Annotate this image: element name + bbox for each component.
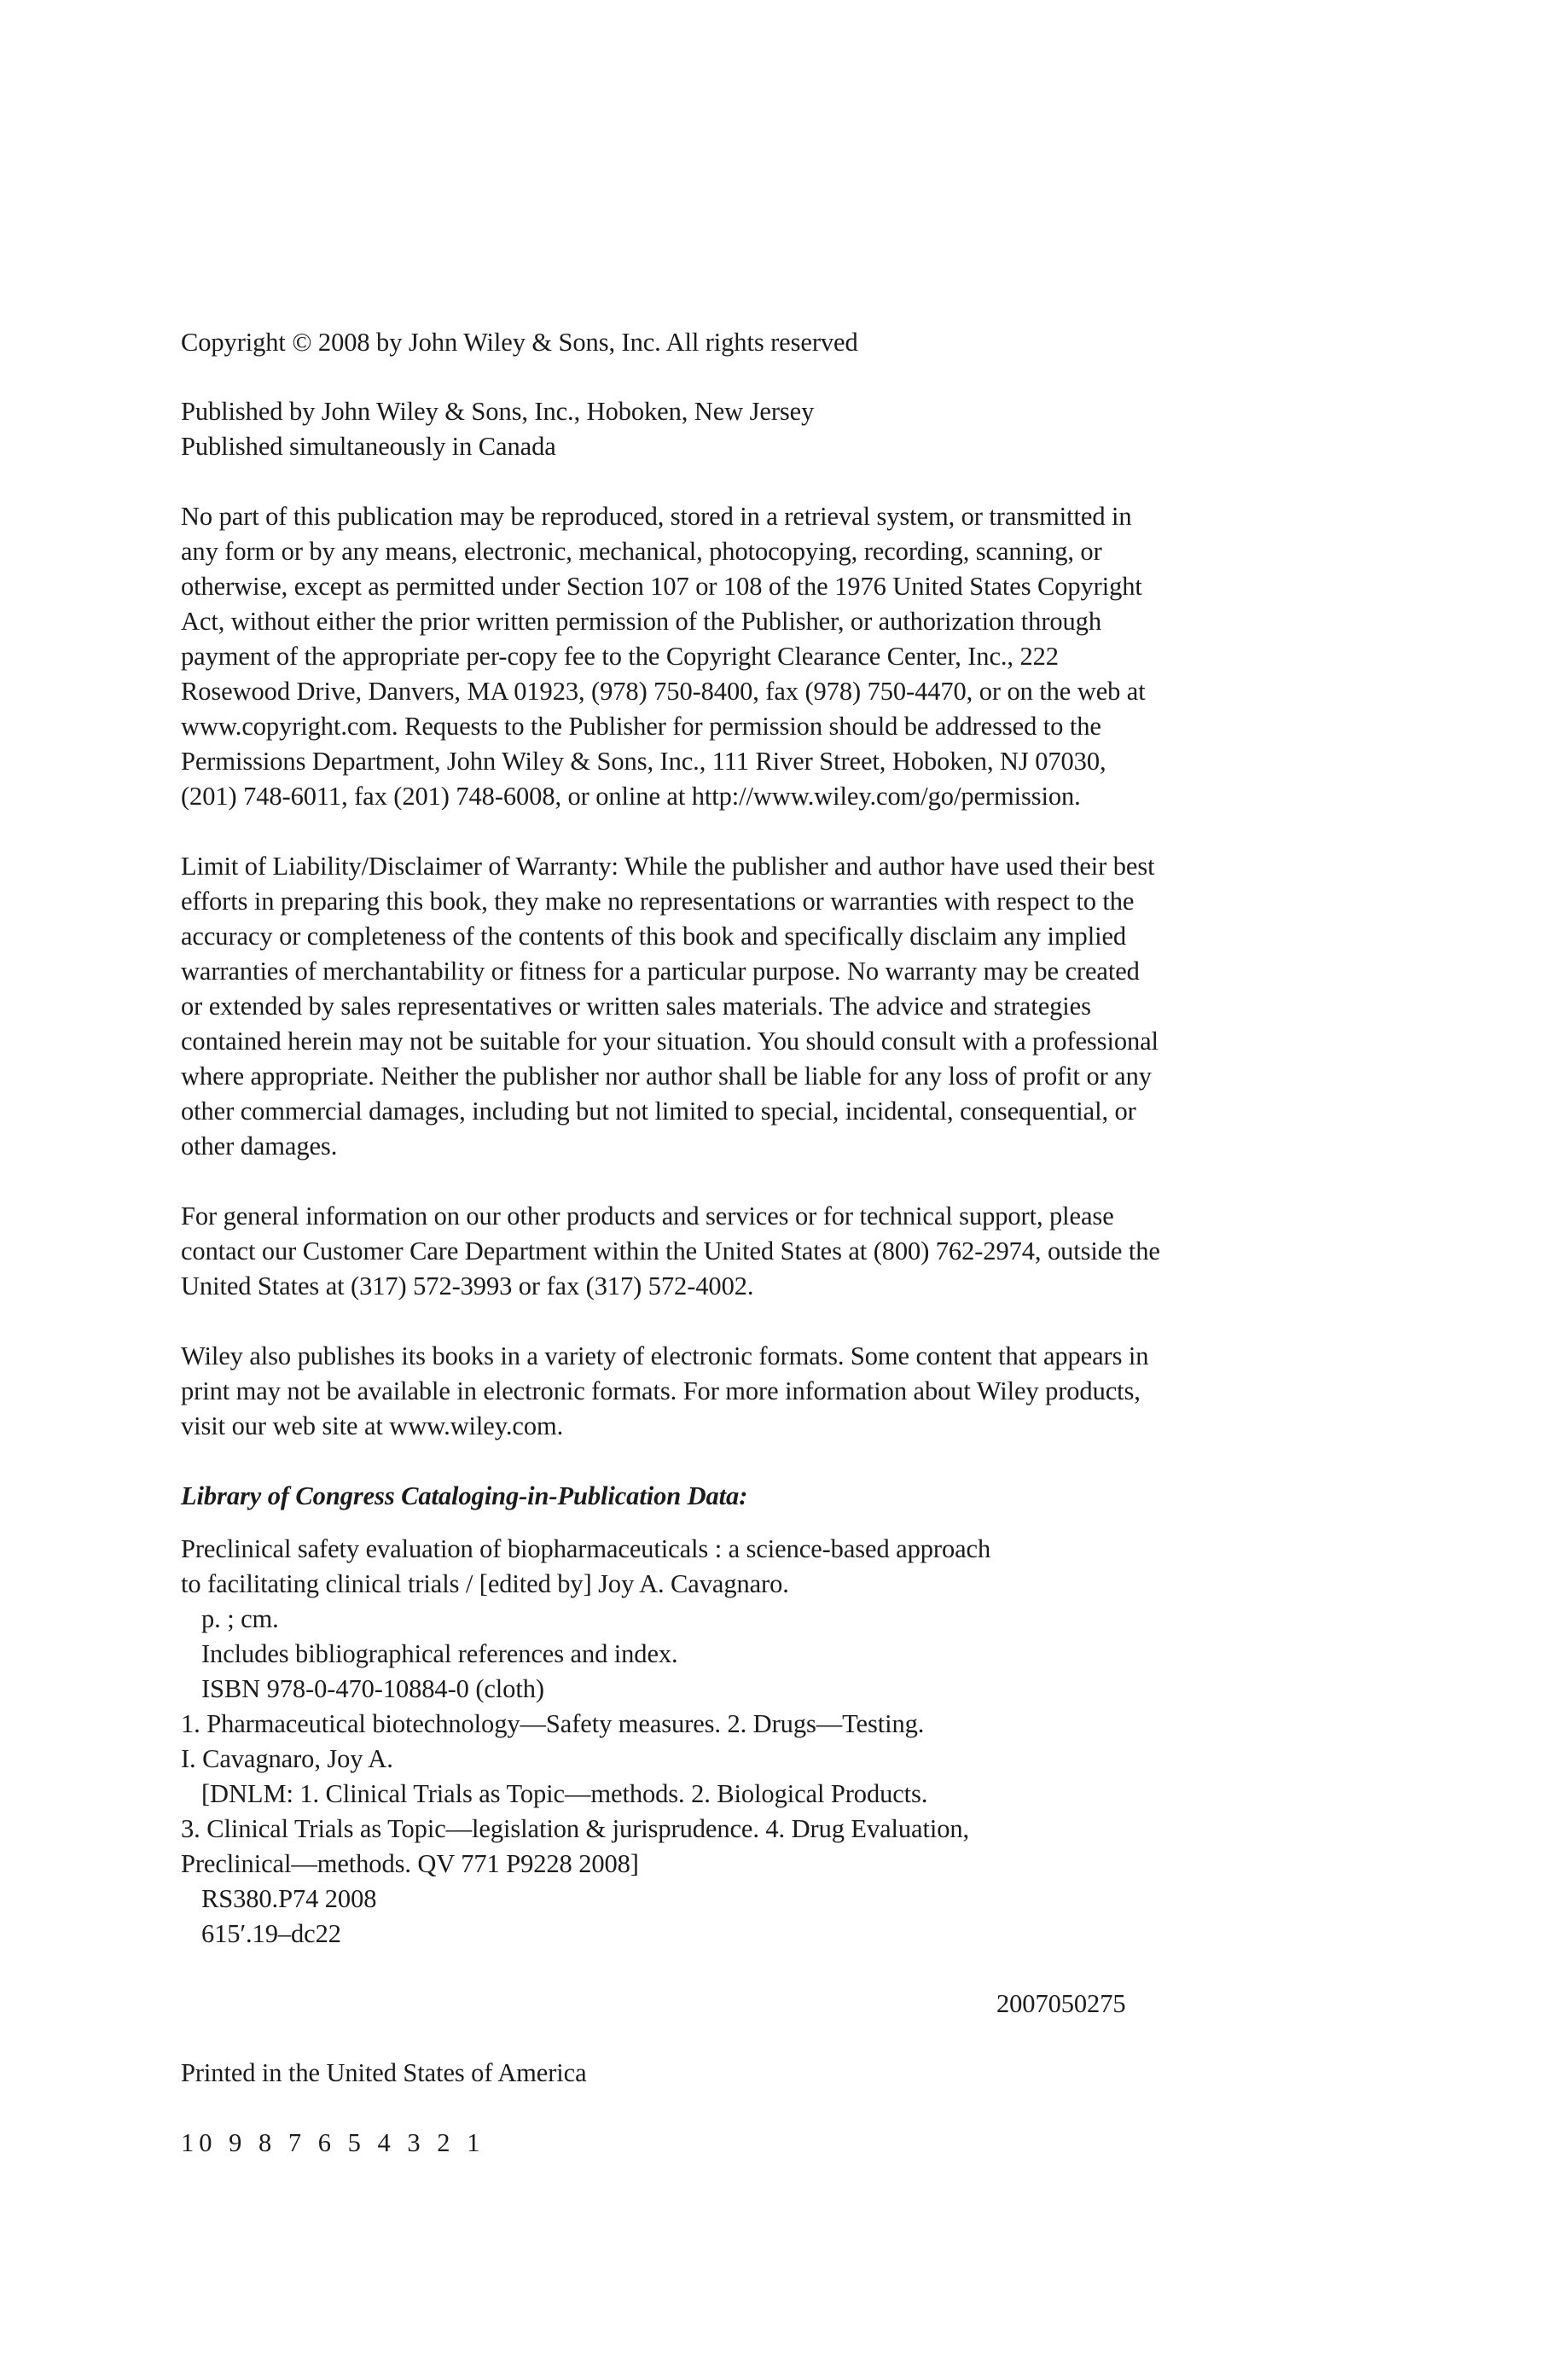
liability-line: or extended by sales representatives or written sales materials. The advice and strategies: [181, 992, 1091, 1021]
liability-line: efforts in preparing this book, they make no representations or warranties with respect to the: [181, 887, 1135, 916]
cip-line: to facilitating clinical trials / [edited by] Joy A. Cavagnaro.: [181, 1569, 789, 1598]
permissions-line: payment of the appropriate per-copy fee to the Copyright Clearance Center, Inc., 222: [181, 642, 1059, 671]
liability-line: where appropriate. Neither the publisher nor author shall be liable for any loss of profit or any: [181, 1062, 1152, 1091]
permissions-line: Rosewood Drive, Danvers, MA 01923, (978) 750-8400, fax (978) 750-4470, or on the web at: [181, 677, 1146, 706]
formats-line: visit our web site at www.wiley.com.: [181, 1411, 564, 1440]
liability-line: warranties of merchantability or fitness for a particular purpose. No warranty may be created: [181, 957, 1140, 986]
permissions-line: Permissions Department, John Wiley & Sons, Inc., 111 River Street, Hoboken, NJ 07030,: [181, 747, 1106, 776]
permissions-line: (201) 748-6011, fax (201) 748-6008, or online at http://www.wiley.com/go/permission.: [181, 782, 1081, 811]
cip-line: 3. Clinical Trials as Topic—legislation & jurisprudence. 4. Drug Evaluation,: [181, 1814, 970, 1843]
permissions-line: www.copyright.com. Requests to the Publisher for permission should be addressed to the: [181, 712, 1101, 741]
cip-line: p. ; cm.: [201, 1604, 279, 1633]
publisher-line: Published by John Wiley & Sons, Inc., Hoboken, New Jersey: [181, 397, 815, 426]
cip-line: [DNLM: 1. Clinical Trials as Topic—methods. 2. Biological Products.: [201, 1779, 928, 1808]
permissions-line: otherwise, except as permitted under Section 107 or 108 of the 1976 United States Copyright: [181, 572, 1142, 601]
liability-line: other commercial damages, including but not limited to special, incidental, consequential, or: [181, 1097, 1136, 1126]
permissions-line: any form or by any means, electronic, mechanical, photocopying, recording, scanning, or: [181, 537, 1102, 566]
cip-line: RS380.P74 2008: [201, 1884, 377, 1913]
permissions-line: Act, without either the prior written permission of the Publisher, or authorization through: [181, 607, 1101, 636]
support-line: For general information on our other products and services or for technical support, please: [181, 1201, 1114, 1231]
formats-line: Wiley also publishes its books in a variety of electronic formats. Some content that appears in: [181, 1341, 1149, 1370]
liability-line: contained herein may not be suitable for your situation. You should consult with a professional: [181, 1027, 1159, 1056]
cip-line: ISBN 978-0-470-10884-0 (cloth): [201, 1674, 544, 1703]
publisher-line: Published simultaneously in Canada: [181, 432, 556, 461]
lccn-number: 2007050275: [996, 1989, 1126, 2018]
cip-line: Preclinical safety evaluation of biopharmaceuticals : a science-based approach: [181, 1534, 991, 1563]
copyright-line: Copyright © 2008 by John Wiley & Sons, Inc. All rights reserved: [181, 328, 858, 357]
cip-line: 1. Pharmaceutical biotechnology—Safety measures. 2. Drugs—Testing.: [181, 1709, 925, 1738]
liability-line: accuracy or completeness of the contents of this book and specifically disclaim any implied: [181, 922, 1127, 951]
cip-line: Includes bibliographical references and index.: [201, 1639, 678, 1668]
cip-heading: Library of Congress Cataloging-in-Publication Data:: [181, 1481, 748, 1510]
cip-line: Preclinical—methods. QV 771 P9228 2008]: [181, 1849, 639, 1878]
liability-line: other damages.: [181, 1132, 338, 1161]
liability-line: Limit of Liability/Disclaimer of Warranty: While the publisher and author have used their best: [181, 852, 1155, 881]
printed-in-line: Printed in the United States of America: [181, 2058, 587, 2087]
cip-line: 615′.19–dc22: [201, 1919, 341, 1948]
support-line: United States at (317) 572-3993 or fax (317) 572-4002.: [181, 1271, 754, 1300]
support-line: contact our Customer Care Department within the United States at (800) 762-2974, outside the: [181, 1236, 1160, 1265]
permissions-line: No part of this publication may be reproduced, stored in a retrieval system, or transmitted in: [181, 502, 1132, 531]
formats-line: print may not be available in electronic formats. For more information about Wiley products,: [181, 1376, 1141, 1405]
cip-line: I. Cavagnaro, Joy A.: [181, 1744, 393, 1773]
printing-number-line: 10 9 8 7 6 5 4 3 2 1: [181, 2128, 485, 2157]
